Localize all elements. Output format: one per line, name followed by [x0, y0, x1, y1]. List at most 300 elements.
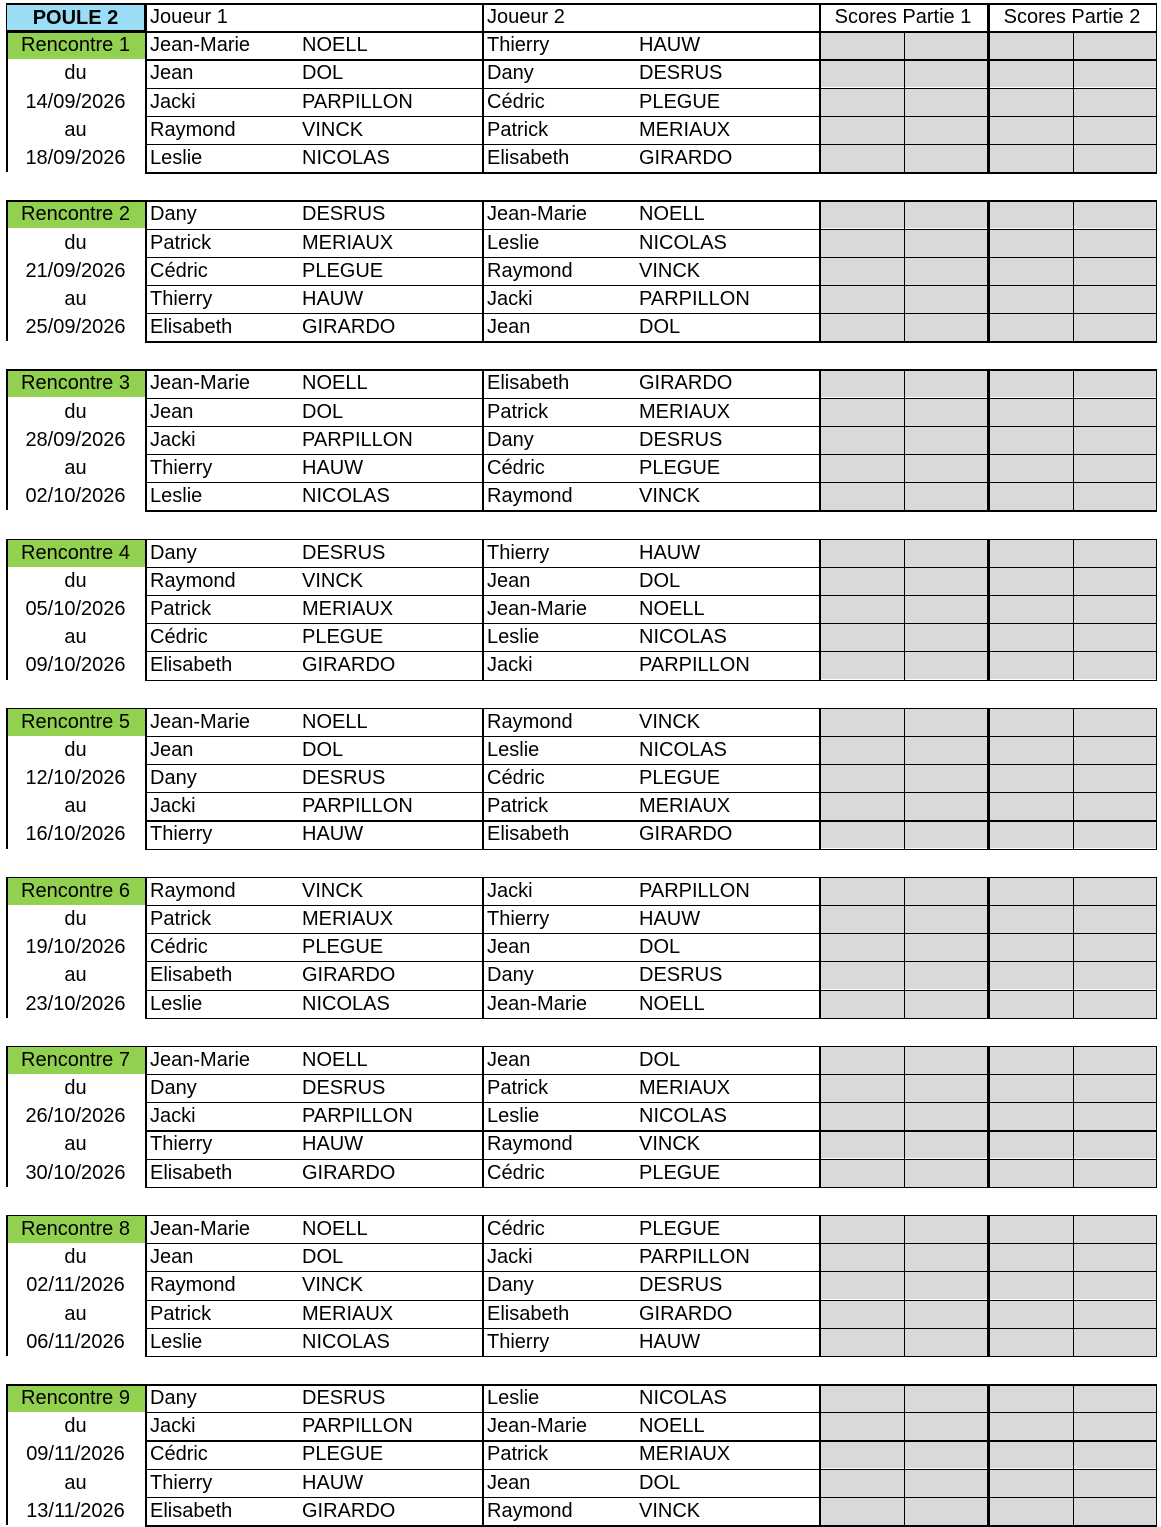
score-input-4[interactable] [1073, 1074, 1157, 1102]
player2-last-name[interactable]: NOELL [639, 1415, 705, 1438]
score-input-1[interactable] [819, 1440, 904, 1468]
player2-last-name[interactable]: NICOLAS [639, 1105, 727, 1128]
score-input-1[interactable] [819, 877, 904, 905]
player1-first-name[interactable]: Elisabeth [150, 1161, 233, 1184]
score-input-3[interactable] [987, 1497, 1073, 1525]
player1-first-name[interactable]: Jacki [150, 795, 196, 818]
player2-last-name[interactable]: DESRUS [639, 428, 723, 451]
start-date[interactable]: 02/11/2026 [26, 1274, 125, 1297]
rencontre-label[interactable]: Rencontre 3 [6, 369, 145, 397]
score-input-4[interactable] [1073, 820, 1157, 848]
score-input-3[interactable] [987, 539, 1073, 567]
player2-first-name[interactable]: Jacki [487, 879, 533, 902]
score-input-4[interactable] [1073, 144, 1157, 172]
score-input-1[interactable] [819, 1130, 904, 1158]
score-input-4[interactable] [1073, 313, 1157, 341]
player1-first-name[interactable]: Raymond [150, 569, 236, 592]
date-keyword[interactable]: du [64, 907, 87, 930]
score-input-3[interactable] [987, 1271, 1073, 1299]
player2-last-name[interactable]: PARPILLON [639, 1246, 750, 1269]
player1-last-name[interactable]: DOL [302, 738, 344, 761]
score-input-1[interactable] [819, 369, 904, 397]
player1-last-name[interactable]: NOELL [302, 1217, 368, 1240]
score-input-3[interactable] [987, 454, 1073, 482]
player2-first-name[interactable]: Patrick [487, 400, 549, 423]
player2-last-name[interactable]: VINCK [639, 1499, 701, 1522]
score-input-4[interactable] [1073, 1469, 1157, 1497]
player1-first-name[interactable]: Jean-Marie [150, 34, 251, 57]
score-input-4[interactable] [1073, 116, 1157, 144]
score-input-1[interactable] [819, 595, 904, 623]
score-input-2[interactable] [904, 1074, 987, 1102]
player1-last-name[interactable]: NOELL [302, 710, 368, 733]
player2-first-name[interactable]: Thierry [487, 34, 550, 57]
player2-last-name[interactable]: MERIAUX [639, 118, 731, 141]
score-input-1[interactable] [819, 933, 904, 961]
player2-first-name[interactable]: Patrick [487, 1077, 549, 1099]
score-input-4[interactable] [1073, 595, 1157, 623]
player1-first-name[interactable]: Jean [150, 1246, 194, 1269]
player2-first-name[interactable]: Cédric [487, 1161, 545, 1184]
score-input-4[interactable] [1073, 369, 1157, 397]
score-input-1[interactable] [819, 1243, 904, 1271]
rencontre-label[interactable]: Rencontre 1 [6, 31, 145, 59]
score-input-3[interactable] [987, 482, 1073, 510]
score-input-1[interactable] [819, 426, 904, 454]
player2-first-name[interactable]: Jean-Marie [487, 597, 588, 620]
end-date[interactable]: 16/10/2026 [25, 823, 126, 846]
date-keyword[interactable]: du [64, 738, 87, 761]
player1-last-name[interactable]: PLEGUE [302, 936, 384, 959]
score-input-3[interactable] [987, 1469, 1073, 1497]
pool-label[interactable]: POULE 2 [6, 3, 145, 31]
score-input-3[interactable] [987, 1046, 1073, 1074]
player1-first-name[interactable]: Dany [150, 541, 197, 564]
start-date[interactable]: 09/11/2026 [26, 1443, 125, 1466]
score-input-1[interactable] [819, 1046, 904, 1074]
score-input-1[interactable] [819, 313, 904, 341]
player2-first-name[interactable]: Thierry [487, 907, 550, 930]
player1-last-name[interactable]: NICOLAS [302, 992, 390, 1015]
date-keyword[interactable]: au [64, 964, 87, 987]
end-date[interactable]: 23/10/2026 [25, 992, 126, 1015]
score-input-1[interactable] [819, 229, 904, 257]
player2-first-name[interactable]: Patrick [487, 118, 549, 141]
score-input-2[interactable] [904, 1159, 987, 1187]
player1-last-name[interactable]: HAUW [302, 1471, 364, 1494]
player1-last-name[interactable]: MERIAUX [302, 231, 394, 254]
start-date[interactable]: 05/10/2026 [25, 597, 126, 620]
end-date[interactable]: 30/10/2026 [25, 1161, 126, 1184]
score-input-1[interactable] [819, 539, 904, 567]
player2-last-name[interactable]: GIRARDO [639, 823, 733, 846]
player1-first-name[interactable]: Jean [150, 400, 194, 423]
rencontre-label[interactable]: Rencontre 9 [6, 1384, 145, 1412]
end-date[interactable]: 06/11/2026 [26, 1330, 125, 1353]
score-input-4[interactable] [1073, 990, 1157, 1018]
player2-last-name[interactable]: DOL [639, 1471, 681, 1494]
score-input-1[interactable] [819, 1215, 904, 1243]
player1-first-name[interactable]: Raymond [150, 879, 236, 902]
score-input-4[interactable] [1073, 1440, 1157, 1468]
player1-last-name[interactable]: DESRUS [302, 1387, 386, 1409]
player1-header[interactable]: Joueur 1 [150, 6, 228, 28]
score-input-3[interactable] [987, 792, 1073, 820]
score-input-3[interactable] [987, 369, 1073, 397]
player2-last-name[interactable]: DESRUS [639, 1274, 723, 1297]
player1-first-name[interactable]: Thierry [150, 823, 213, 846]
player2-last-name[interactable]: VINCK [639, 485, 701, 508]
player2-first-name[interactable]: Dany [487, 964, 534, 987]
score-input-3[interactable] [987, 59, 1073, 87]
date-keyword[interactable]: au [64, 1471, 87, 1494]
score-input-1[interactable] [819, 200, 904, 228]
score-input-4[interactable] [1073, 1497, 1157, 1525]
score-input-4[interactable] [1073, 736, 1157, 764]
score-input-1[interactable] [819, 905, 904, 933]
score-input-2[interactable] [904, 933, 987, 961]
score-input-4[interactable] [1073, 1046, 1157, 1074]
date-keyword[interactable]: au [64, 795, 87, 818]
player2-first-name[interactable]: Dany [487, 62, 534, 85]
score-input-1[interactable] [819, 144, 904, 172]
player1-first-name[interactable]: Patrick [150, 1302, 212, 1325]
player1-last-name[interactable]: HAUW [302, 287, 364, 310]
score-input-3[interactable] [987, 1412, 1073, 1440]
player1-last-name[interactable]: DOL [302, 62, 344, 85]
player1-first-name[interactable]: Elisabeth [150, 964, 233, 987]
score-input-2[interactable] [904, 1497, 987, 1525]
player1-first-name[interactable]: Jacki [150, 1415, 196, 1438]
player2-first-name[interactable]: Raymond [487, 485, 573, 508]
end-date[interactable]: 25/09/2026 [25, 316, 126, 339]
score-input-1[interactable] [819, 1271, 904, 1299]
score-input-3[interactable] [987, 595, 1073, 623]
score-input-2[interactable] [904, 257, 987, 285]
score-input-1[interactable] [819, 1469, 904, 1497]
score-input-3[interactable] [987, 31, 1073, 59]
player1-first-name[interactable]: Patrick [150, 907, 212, 930]
score-input-2[interactable] [904, 1102, 987, 1130]
player1-last-name[interactable]: DESRUS [302, 203, 386, 226]
player1-first-name[interactable]: Leslie [150, 147, 203, 169]
score-input-3[interactable] [987, 313, 1073, 341]
player2-first-name[interactable]: Elisabeth [487, 1302, 570, 1325]
player2-last-name[interactable]: HAUW [639, 34, 701, 57]
score-input-4[interactable] [1073, 905, 1157, 933]
player2-last-name[interactable]: NOELL [639, 992, 705, 1015]
player2-last-name[interactable]: HAUW [639, 907, 701, 930]
date-keyword[interactable]: au [64, 626, 87, 649]
date-keyword[interactable]: au [64, 1302, 87, 1325]
player2-last-name[interactable]: MERIAUX [639, 1077, 731, 1099]
score-input-1[interactable] [819, 88, 904, 116]
date-keyword[interactable]: du [64, 1077, 87, 1099]
player1-last-name[interactable]: GIRARDO [302, 964, 396, 987]
score-input-4[interactable] [1073, 539, 1157, 567]
score-input-3[interactable] [987, 1102, 1073, 1130]
player1-last-name[interactable]: PARPILLON [302, 1105, 413, 1128]
player2-first-name[interactable]: Thierry [487, 1330, 550, 1353]
player1-last-name[interactable]: MERIAUX [302, 597, 394, 620]
score-input-4[interactable] [1073, 1328, 1157, 1356]
player1-last-name[interactable]: NOELL [302, 372, 368, 395]
score-input-2[interactable] [904, 59, 987, 87]
player2-first-name[interactable]: Leslie [487, 1105, 540, 1128]
score-input-2[interactable] [904, 1440, 987, 1468]
score-input-3[interactable] [987, 1300, 1073, 1328]
player2-last-name[interactable]: GIRARDO [639, 147, 733, 169]
score-input-3[interactable] [987, 623, 1073, 651]
player2-first-name[interactable]: Patrick [487, 795, 549, 818]
score-input-2[interactable] [904, 877, 987, 905]
player2-last-name[interactable]: PARPILLON [639, 287, 750, 310]
player1-first-name[interactable]: Jacki [150, 90, 196, 113]
player1-last-name[interactable]: HAUW [302, 1133, 364, 1156]
date-keyword[interactable]: du [64, 62, 87, 85]
rencontre-label[interactable]: Rencontre 7 [6, 1046, 145, 1074]
player2-last-name[interactable]: HAUW [639, 1330, 701, 1353]
score-input-4[interactable] [1073, 426, 1157, 454]
score-input-3[interactable] [987, 1384, 1073, 1412]
player1-last-name[interactable]: DESRUS [302, 1077, 386, 1099]
score-input-3[interactable] [987, 1440, 1073, 1468]
player1-last-name[interactable]: PARPILLON [302, 1415, 413, 1438]
score-input-4[interactable] [1073, 651, 1157, 679]
score-input-4[interactable] [1073, 31, 1157, 59]
player2-last-name[interactable]: NICOLAS [639, 1387, 727, 1409]
score-input-2[interactable] [904, 623, 987, 651]
score-input-2[interactable] [904, 31, 987, 59]
score-input-3[interactable] [987, 229, 1073, 257]
player1-last-name[interactable]: GIRARDO [302, 1161, 396, 1184]
score-input-4[interactable] [1073, 877, 1157, 905]
score-input-4[interactable] [1073, 708, 1157, 736]
score-input-1[interactable] [819, 482, 904, 510]
score-input-3[interactable] [987, 116, 1073, 144]
score-input-2[interactable] [904, 539, 987, 567]
player1-first-name[interactable]: Leslie [150, 1330, 203, 1353]
score-input-4[interactable] [1073, 398, 1157, 426]
player2-last-name[interactable]: GIRARDO [639, 1302, 733, 1325]
score-input-2[interactable] [904, 1271, 987, 1299]
player1-last-name[interactable]: GIRARDO [302, 654, 396, 677]
player2-first-name[interactable]: Elisabeth [487, 147, 570, 169]
player2-first-name[interactable]: Dany [487, 428, 534, 451]
score-input-2[interactable] [904, 1384, 987, 1412]
player2-first-name[interactable]: Dany [487, 1274, 534, 1297]
player1-last-name[interactable]: DOL [302, 1246, 344, 1269]
player2-last-name[interactable]: DOL [639, 569, 681, 592]
player2-last-name[interactable]: PARPILLON [639, 879, 750, 902]
date-keyword[interactable]: au [64, 1133, 87, 1156]
player2-last-name[interactable]: NOELL [639, 597, 705, 620]
player1-first-name[interactable]: Jean-Marie [150, 710, 251, 733]
score-input-2[interactable] [904, 595, 987, 623]
score-input-4[interactable] [1073, 1271, 1157, 1299]
score-input-1[interactable] [819, 961, 904, 989]
player1-last-name[interactable]: NICOLAS [302, 485, 390, 508]
score-input-4[interactable] [1073, 285, 1157, 313]
score-input-4[interactable] [1073, 623, 1157, 651]
score-input-4[interactable] [1073, 1215, 1157, 1243]
score-input-1[interactable] [819, 1102, 904, 1130]
score-input-2[interactable] [904, 144, 987, 172]
score-input-4[interactable] [1073, 88, 1157, 116]
score-input-3[interactable] [987, 708, 1073, 736]
score-input-3[interactable] [987, 567, 1073, 595]
score-input-1[interactable] [819, 651, 904, 679]
score-input-4[interactable] [1073, 1159, 1157, 1187]
score-input-1[interactable] [819, 1328, 904, 1356]
start-date[interactable]: 19/10/2026 [25, 936, 126, 959]
score-input-3[interactable] [987, 1074, 1073, 1102]
player1-last-name[interactable]: PLEGUE [302, 626, 384, 649]
score-input-3[interactable] [987, 1243, 1073, 1271]
date-keyword[interactable]: au [64, 118, 87, 141]
player2-last-name[interactable]: DESRUS [639, 62, 723, 85]
score-input-1[interactable] [819, 623, 904, 651]
score-input-1[interactable] [819, 398, 904, 426]
player1-first-name[interactable]: Cédric [150, 259, 208, 282]
score-input-3[interactable] [987, 736, 1073, 764]
score-input-2[interactable] [904, 1243, 987, 1271]
score-input-2[interactable] [904, 313, 987, 341]
player2-first-name[interactable]: Leslie [487, 738, 540, 761]
player2-last-name[interactable]: VINCK [639, 1133, 701, 1156]
player1-first-name[interactable]: Jacki [150, 428, 196, 451]
player1-first-name[interactable]: Cédric [150, 626, 208, 649]
score-input-3[interactable] [987, 1328, 1073, 1356]
score-input-1[interactable] [819, 257, 904, 285]
player2-last-name[interactable]: NICOLAS [639, 738, 727, 761]
score-input-4[interactable] [1073, 961, 1157, 989]
score-input-4[interactable] [1073, 1300, 1157, 1328]
start-date[interactable]: 28/09/2026 [25, 428, 126, 451]
player2-first-name[interactable]: Jean [487, 936, 531, 959]
end-date[interactable]: 09/10/2026 [25, 654, 126, 677]
date-keyword[interactable]: du [64, 1415, 87, 1438]
score-input-2[interactable] [904, 482, 987, 510]
player1-last-name[interactable]: NICOLAS [302, 1330, 390, 1353]
player1-first-name[interactable]: Dany [150, 203, 197, 226]
score-input-4[interactable] [1073, 200, 1157, 228]
player1-first-name[interactable]: Raymond [150, 1274, 236, 1297]
score-input-2[interactable] [904, 567, 987, 595]
score-input-2[interactable] [904, 426, 987, 454]
end-date[interactable]: 18/09/2026 [25, 147, 126, 169]
player2-first-name[interactable]: Jean [487, 1471, 531, 1494]
score-input-4[interactable] [1073, 1102, 1157, 1130]
player1-last-name[interactable]: PARPILLON [302, 795, 413, 818]
player2-first-name[interactable]: Thierry [487, 541, 550, 564]
score-input-1[interactable] [819, 1497, 904, 1525]
score-input-2[interactable] [904, 820, 987, 848]
score-input-1[interactable] [819, 820, 904, 848]
score-input-4[interactable] [1073, 567, 1157, 595]
player2-last-name[interactable]: HAUW [639, 541, 701, 564]
score-input-3[interactable] [987, 1159, 1073, 1187]
player2-first-name[interactable]: Elisabeth [487, 823, 570, 846]
player1-last-name[interactable]: VINCK [302, 1274, 364, 1297]
date-keyword[interactable]: du [64, 400, 87, 423]
score-input-2[interactable] [904, 116, 987, 144]
end-date[interactable]: 02/10/2026 [25, 485, 126, 508]
score-input-3[interactable] [987, 88, 1073, 116]
player1-first-name[interactable]: Dany [150, 767, 197, 789]
score-input-1[interactable] [819, 116, 904, 144]
player2-last-name[interactable]: DESRUS [639, 964, 723, 987]
player2-first-name[interactable]: Cédric [487, 90, 545, 113]
player2-first-name[interactable]: Raymond [487, 710, 573, 733]
player1-first-name[interactable]: Thierry [150, 1133, 213, 1156]
score-input-1[interactable] [819, 990, 904, 1018]
score-input-1[interactable] [819, 31, 904, 59]
player2-last-name[interactable]: PLEGUE [639, 90, 721, 113]
player2-last-name[interactable]: GIRARDO [639, 372, 733, 395]
player1-last-name[interactable]: NICOLAS [302, 147, 390, 169]
rencontre-label[interactable]: Rencontre 4 [6, 539, 145, 567]
player1-last-name[interactable]: NOELL [302, 34, 368, 57]
player1-first-name[interactable]: Jean-Marie [150, 1048, 251, 1071]
score-input-3[interactable] [987, 820, 1073, 848]
score-input-2[interactable] [904, 990, 987, 1018]
score-input-2[interactable] [904, 285, 987, 313]
player1-last-name[interactable]: HAUW [302, 823, 364, 846]
player2-first-name[interactable]: Leslie [487, 1387, 540, 1409]
player1-first-name[interactable]: Jacki [150, 1105, 196, 1128]
player1-first-name[interactable]: Thierry [150, 1471, 213, 1494]
score-input-3[interactable] [987, 1130, 1073, 1158]
player1-first-name[interactable]: Cédric [150, 1443, 208, 1466]
player2-last-name[interactable]: PARPILLON [639, 654, 750, 677]
score-input-1[interactable] [819, 567, 904, 595]
score-input-1[interactable] [819, 1300, 904, 1328]
player1-first-name[interactable]: Jean [150, 62, 194, 85]
player1-first-name[interactable]: Elisabeth [150, 654, 233, 677]
score-input-3[interactable] [987, 961, 1073, 989]
player2-last-name[interactable]: MERIAUX [639, 1443, 731, 1466]
score-input-1[interactable] [819, 792, 904, 820]
end-date[interactable]: 13/11/2026 [26, 1499, 125, 1522]
player2-last-name[interactable]: VINCK [639, 710, 701, 733]
score-input-3[interactable] [987, 1215, 1073, 1243]
player2-first-name[interactable]: Leslie [487, 626, 540, 649]
player1-first-name[interactable]: Cédric [150, 936, 208, 959]
player2-last-name[interactable]: VINCK [639, 259, 701, 282]
player2-first-name[interactable]: Raymond [487, 259, 573, 282]
start-date[interactable]: 14/09/2026 [25, 90, 126, 113]
player1-first-name[interactable]: Thierry [150, 457, 213, 479]
player2-last-name[interactable]: DOL [639, 316, 681, 339]
score-input-4[interactable] [1073, 764, 1157, 792]
score-input-4[interactable] [1073, 933, 1157, 961]
player1-last-name[interactable]: GIRARDO [302, 1499, 396, 1522]
player1-first-name[interactable]: Patrick [150, 597, 212, 620]
player2-first-name[interactable]: Jean-Marie [487, 203, 588, 226]
score-input-2[interactable] [904, 88, 987, 116]
player1-first-name[interactable]: Jean-Marie [150, 372, 251, 395]
player1-first-name[interactable]: Jean-Marie [150, 1217, 251, 1240]
player1-first-name[interactable]: Raymond [150, 118, 236, 141]
rencontre-label[interactable]: Rencontre 5 [6, 708, 145, 736]
player2-last-name[interactable]: PLEGUE [639, 1161, 721, 1184]
player1-first-name[interactable]: Thierry [150, 287, 213, 310]
score-input-2[interactable] [904, 792, 987, 820]
date-keyword[interactable]: au [64, 457, 87, 479]
player2-first-name[interactable]: Cédric [487, 1217, 545, 1240]
score-input-2[interactable] [904, 454, 987, 482]
